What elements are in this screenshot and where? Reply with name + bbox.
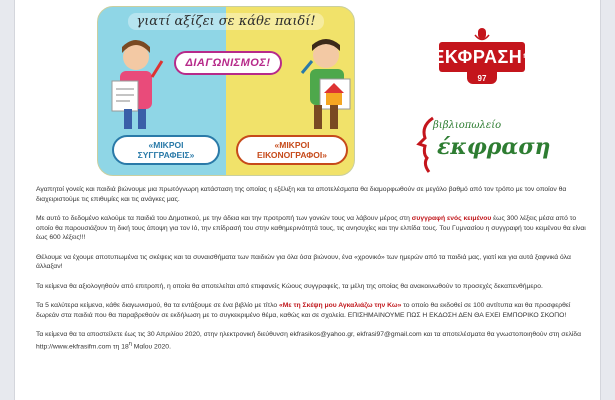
- paragraph-invitation: [36, 214, 592, 243]
- library-subtitle: βιβλιοπωλείο: [433, 120, 502, 131]
- radio-frequency: 97: [467, 72, 497, 84]
- banner-header: [98, 7, 354, 35]
- paragraph-submission-end: Μαΐου 2020.: [131, 342, 171, 350]
- contest-banner: [97, 6, 355, 176]
- child-drawing-illustration: [296, 37, 354, 133]
- category-young-illustrators: «ΜΙΚΡΟΙ ΕΙΚΟΝΟΓΡΑΦΟΙ»: [236, 135, 348, 165]
- paragraph-intro: Αγαπητοί γονείς και παιδιά βιώνουμε μια πρωτόγνωρη κατάσταση της οποίας η εξέλιξη και τα αποτελέσματα θα διαμορφωθούν σε μεγάλο βαθμό από τον τρόπο με τον οποίον θα διαχειριστούμε τις επιθυμίες και τις ανάγκες μας.: [36, 186, 567, 203]
- category-young-writers: «ΜΙΚΡΟΙ ΣΥΓΓΡΑΦΕΙΣ»: [112, 135, 220, 165]
- paragraph-purpose: Θέλουμε να έχουμε αποτυπωμένα τις σκέψεις και τα συναισθήματα των παιδιών για όλα όσα βιώνουν, ένα «χρονικό» των ημερών από τα παιδιά μας, γιατί και για αυτά ξαφνικά όλα άλλαξαν!: [36, 253, 571, 271]
- radio-ekfrasi-logo: [432, 28, 532, 86]
- radio-name: [432, 42, 532, 72]
- paragraph-invitation-start: Με αυτό το δεδομένο καλούμε τα παιδιά του Δημοτικού, με την άδεια και την προτροπή των γονιών τους να λάβουν μέρος στη: [36, 215, 412, 222]
- library-ekfrasi-logo: [415, 112, 551, 174]
- radio-fm-suffix: fm: [523, 54, 532, 60]
- radio-name-text: ΕΚΦΡΑΣΗ: [432, 46, 523, 67]
- banner-tagline: γιατί αξίζει σε κάθε παιδί!: [128, 13, 323, 30]
- paragraph-invitation-end: έως 300 λέξεις μέσα από το οποίο θα παρουσιάζουν τη δική τους άποψη για τον Ιό, την επίδρασή του στην καθημερινότητά τους, τις ανησυχίες και την ελπίδα τους. Του Γυμνασίου η συγγραφή του κειμένου θα είναι έως 600 λέξεις!!!: [36, 215, 586, 242]
- paragraph-book-start: Τα 5 καλύτερα κείμενα, κάθε διαγωνισμού, θα τα εντάξουμε σε ένα βιβλίο με τίτλο: [36, 302, 280, 309]
- highlight-book-title: «Με τη Σκέψη μου Αγκαλιάζω την Κω»: [279, 302, 402, 309]
- paragraph-book: [36, 301, 592, 320]
- ordinal-superscript: η: [128, 340, 132, 347]
- library-name: έκφραση: [437, 134, 551, 160]
- highlight-writing: συγγραφή ενός κειμένου: [411, 215, 492, 222]
- paragraph-book-end: το οποίο θα εκδοθεί σε 100 αντίτυπα και θα προσφερθεί δωρεάν στα παιδιά που θα παραβρεθούν σε εκδήλωση με το συγκεκριμένο θέμα, καθώς και σε σχολεία. ΕΠΙΣΗΜΑΙΝΟΥΜΕ ΠΩΣ Η ΕΚΔΟΣΗ ΔΕΝ ΘΑ ΕΧΕΙ ΕΜΠΟΡΙΚΟ ΣΚΟΠΟ!: [36, 302, 571, 319]
- paragraph-evaluation: Τα κείμενα θα αξιολογηθούν από επιτροπή, η οποία θα αποτελείται από επιφανείς Κώους συγγραφείς, τα μέλη της οποίας θα ανακοινωθούν το προσεχές δεκαπενθήμερο.: [36, 282, 543, 290]
- child-writing-illustration: [108, 37, 166, 133]
- paragraph-submission: [36, 330, 592, 352]
- document-page: [14, 0, 601, 400]
- announcement-text: [36, 185, 592, 361]
- paragraph-submission-start: Τα κείμενα θα τα αποστείλετε έως τις 30 Απριλίου 2020, στην ηλεκτρονική διεύθυνση ekfrasikos@yahoo.gr, ekfrasi97@gmail.com και τα αποτελέσματα θα γνωστοποιηθούν στη σελίδα http://www.ekfrasifm.com τη 18: [36, 331, 582, 350]
- contest-label: ΔΙΑΓΩΝΙΣΜΟΣ!: [174, 51, 282, 75]
